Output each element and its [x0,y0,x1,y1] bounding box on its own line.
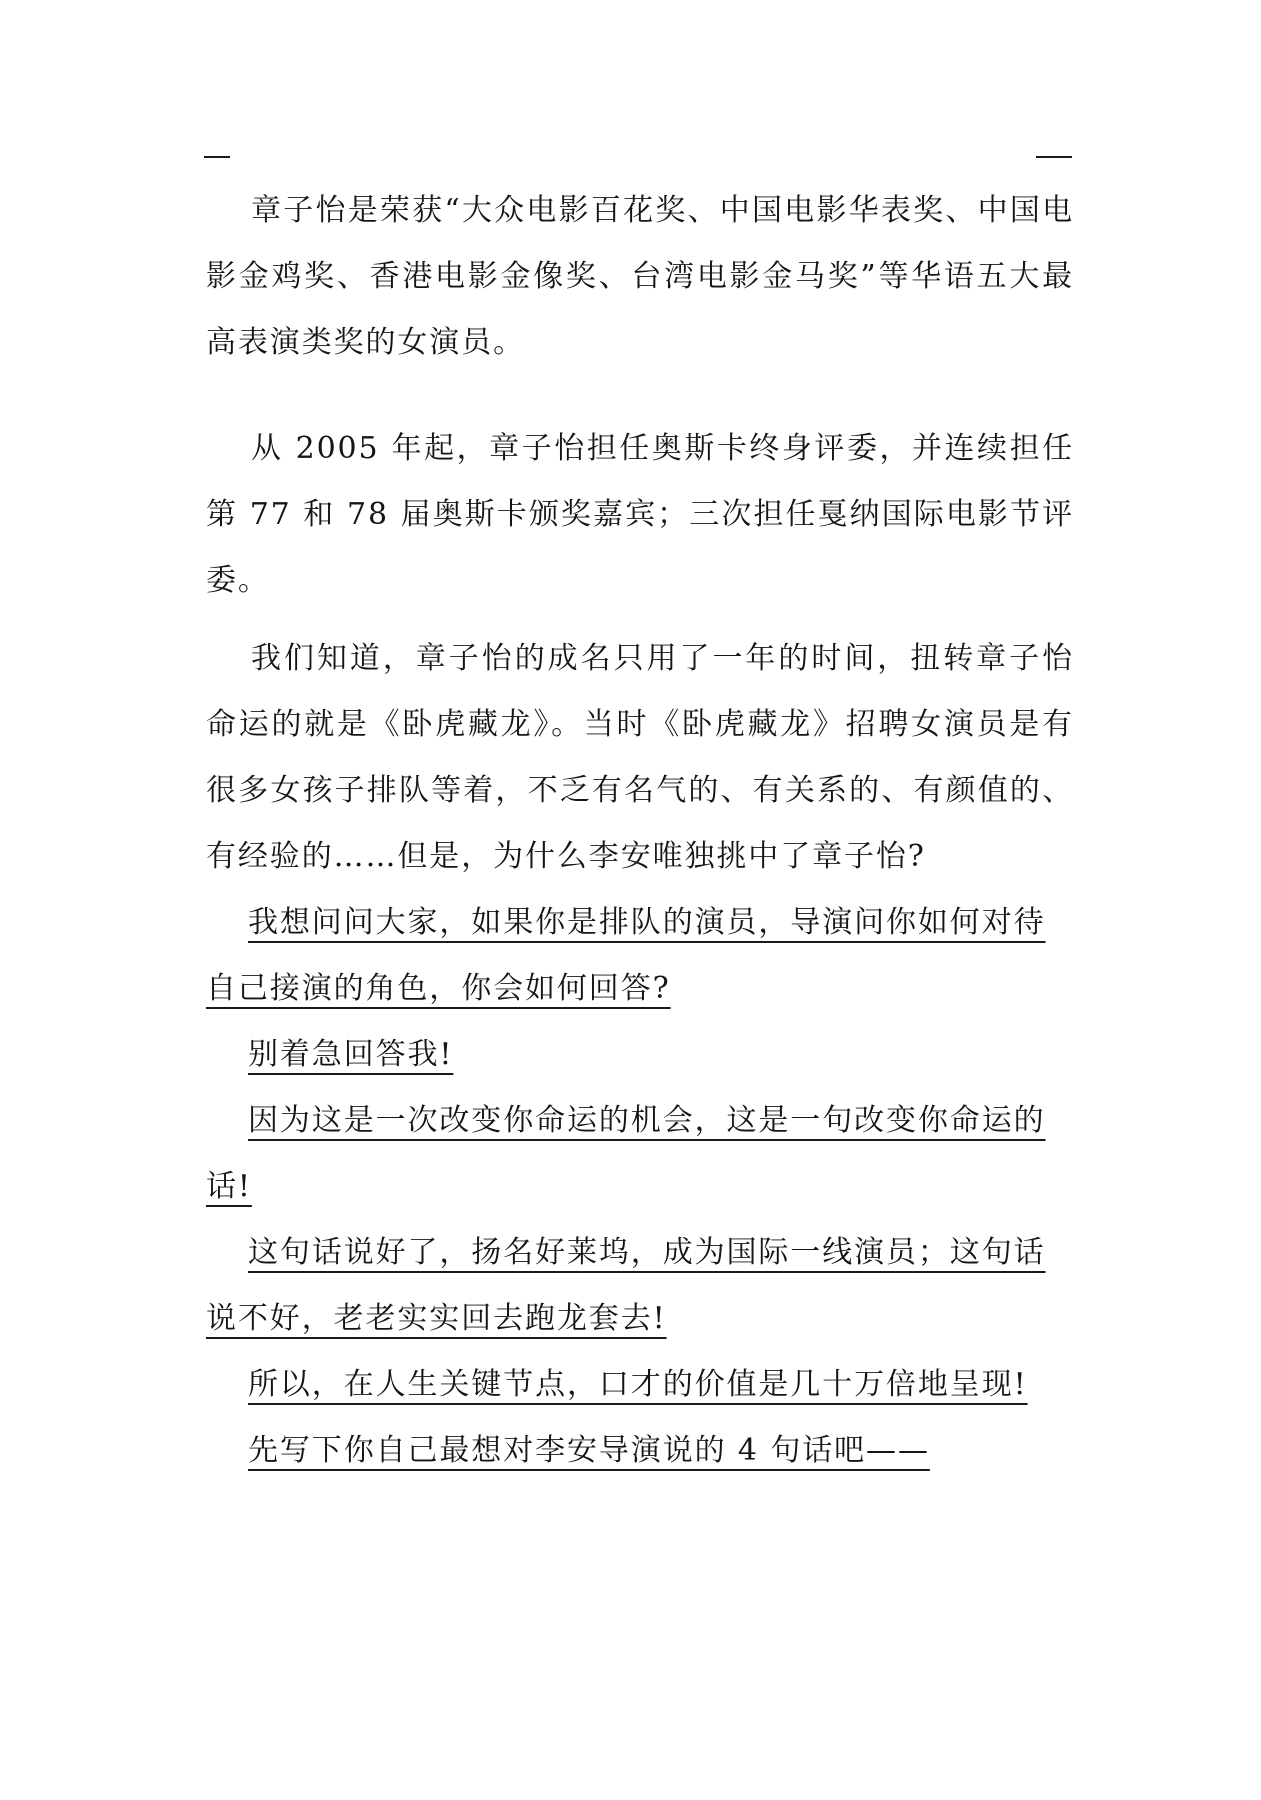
underlined-line: 话! [206,1169,252,1204]
paragraph-crouching-tiger: 我们知道，章子怡的成名只用了一年的时间，扭转章子怡命运的就是《卧虎藏龙》。当时《卧虎藏龙》招聘女演员是有很多女孩子排队等着，不乏有名气的、有关系的、有颜值的、有经验的……但是，为什么李安唯独挑中了章子怡? [206,641,1074,874]
underlined-line: 所以，在人生关键节点，口才的价值是几十万倍地呈现! [248,1367,1028,1402]
underlined-line: 自己接演的角色，你会如何回答? [206,971,671,1006]
corner-mark-left [204,156,230,158]
underlined-line: 说不好，老老实实回去跑龙套去! [206,1301,667,1336]
underlined-line: 先写下你自己最想对李安导演说的 4 句话吧—— [248,1433,930,1468]
underlined-line: 我想问问大家，如果你是排队的演员，导演问你如何对待 [248,905,1046,940]
document-body [206,178,1074,1484]
corner-mark-right [1036,156,1072,158]
underlined-line: 别着急回答我! [248,1037,454,1072]
underlined-line: 这句话说好了，扬名好莱坞，成为国际一线演员；这句话 [248,1235,1046,1270]
underlined-line: 因为这是一次改变你命运的机会，这是一句改变你命运的 [248,1103,1046,1138]
paragraph-oscar-judge: 从 2005 年起，章子怡担任奥斯卡终身评委，并连续担任第 77 和 78 届奥斯卡颁奖嘉宾；三次担任戛纳国际电影节评委。 [206,431,1074,598]
paragraph-awards: 章子怡是荣获“大众电影百花奖、中国电影华表奖、中国电影金鸡奖、香港电影金像奖、台湾电影金马奖”等华语五大最高表演类奖的女演员。 [206,193,1074,360]
